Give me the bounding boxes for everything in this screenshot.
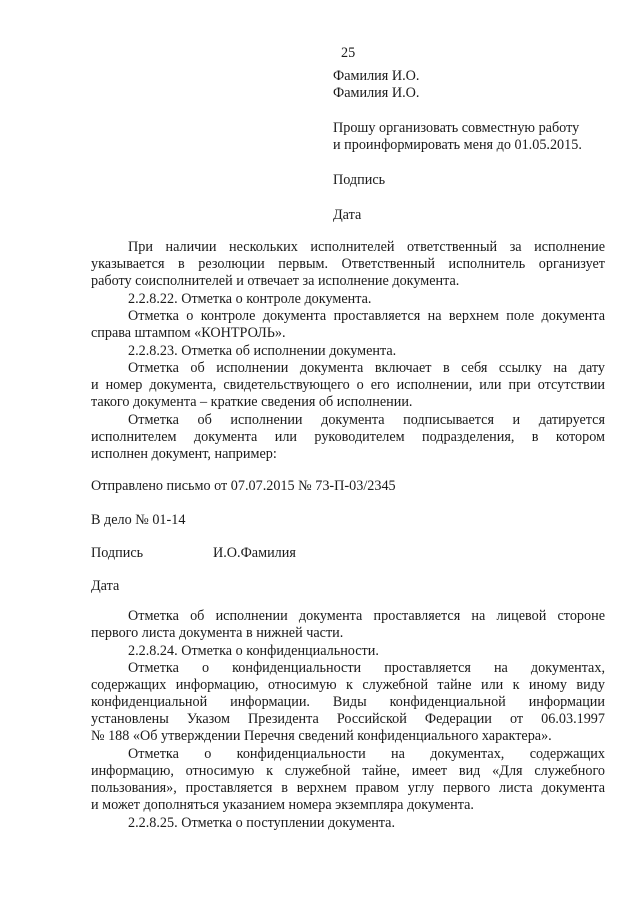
paragraph-line: работу соисполнителей и отвечает за исполнение документа. — [91, 273, 460, 289]
paragraph-line: Отметка о конфиденциальности на документах, содержащих — [128, 746, 605, 762]
paragraph-line: и может дополняться указанием номера экземпляра документа. — [91, 797, 474, 813]
example-date: Дата — [91, 578, 120, 594]
paragraph-line: указывается в резолюции первым. Ответственный исполнитель организует — [91, 256, 605, 272]
section-heading-2-2-8-22: 2.2.8.22. Отметка о контроле документа. — [128, 291, 372, 307]
paragraph-line: установлены Указом Президента Российской Федерации от 06.03.1997 — [91, 711, 605, 727]
paragraph-line: Отметка о контроле документа проставляется на верхнем поле документа — [128, 308, 605, 324]
example-sent-letter: Отправлено письмо от 07.07.2015 № 73-П-03/2345 — [91, 478, 396, 494]
example-signature-name: И.О.Фамилия — [213, 545, 296, 561]
resolution-signature: Подпись — [333, 172, 386, 188]
resolution-request-line-2: и проинформировать меня до 01.05.2015. — [333, 137, 582, 153]
paragraph-line: № 188 «Об утверждении Перечня сведений конфиденциального характера». — [91, 728, 552, 744]
resolution-name-1: Фамилия И.О. — [333, 68, 420, 84]
section-heading-2-2-8-23: 2.2.8.23. Отметка об исполнении документа. — [128, 343, 397, 359]
paragraph-line: пользования», проставляется в верхнем правом углу первого листа документа — [91, 780, 605, 796]
section-heading-2-2-8-24: 2.2.8.24. Отметка о конфиденциальности. — [128, 643, 379, 659]
paragraph-line: такого документа – краткие сведения об исполнении. — [91, 394, 413, 410]
paragraph-line: исполнителем документа или руководителем подразделения, в котором — [91, 429, 605, 445]
page-number: 25 — [341, 45, 356, 61]
paragraph-line: справа штампом «КОНТРОЛЬ». — [91, 325, 286, 341]
example-signature-label: Подпись — [91, 545, 144, 561]
paragraph-line: информацию, относимую к служебной тайне, имеет вид «Для служебного — [91, 763, 605, 779]
paragraph-line: Отметка о конфиденциальности проставляется на документах, — [128, 660, 605, 676]
example-file-reference: В дело № 01-14 — [91, 512, 186, 528]
section-heading-2-2-8-25: 2.2.8.25. Отметка о поступлении документа. — [128, 815, 396, 831]
paragraph-line: конфиденциальной информации. Виды конфиденциальной информации — [91, 694, 605, 710]
paragraph-line: Отметка об исполнении документа включает в себя ссылку на дату — [128, 360, 605, 376]
paragraph-line: Отметка об исполнении документа подписывается и датируется — [128, 412, 605, 428]
paragraph-line: содержащих информацию, относимую к служебной тайне или к иному виду — [91, 677, 605, 693]
paragraph-line: исполнен документ, например: — [91, 446, 277, 462]
resolution-request-line-1: Прошу организовать совместную работу — [333, 120, 580, 136]
resolution-name-2: Фамилия И.О. — [333, 85, 420, 101]
paragraph-line: Отметка об исполнении документа проставляется на лицевой стороне — [128, 608, 605, 624]
paragraph-line: и номер документа, свидетельствующего о его исполнении, или при отсутствии — [91, 377, 605, 393]
paragraph-line: При наличии нескольких исполнителей ответственный за исполнение — [128, 239, 605, 255]
resolution-date: Дата — [333, 207, 362, 223]
paragraph-line: первого листа документа в нижней части. — [91, 625, 344, 641]
